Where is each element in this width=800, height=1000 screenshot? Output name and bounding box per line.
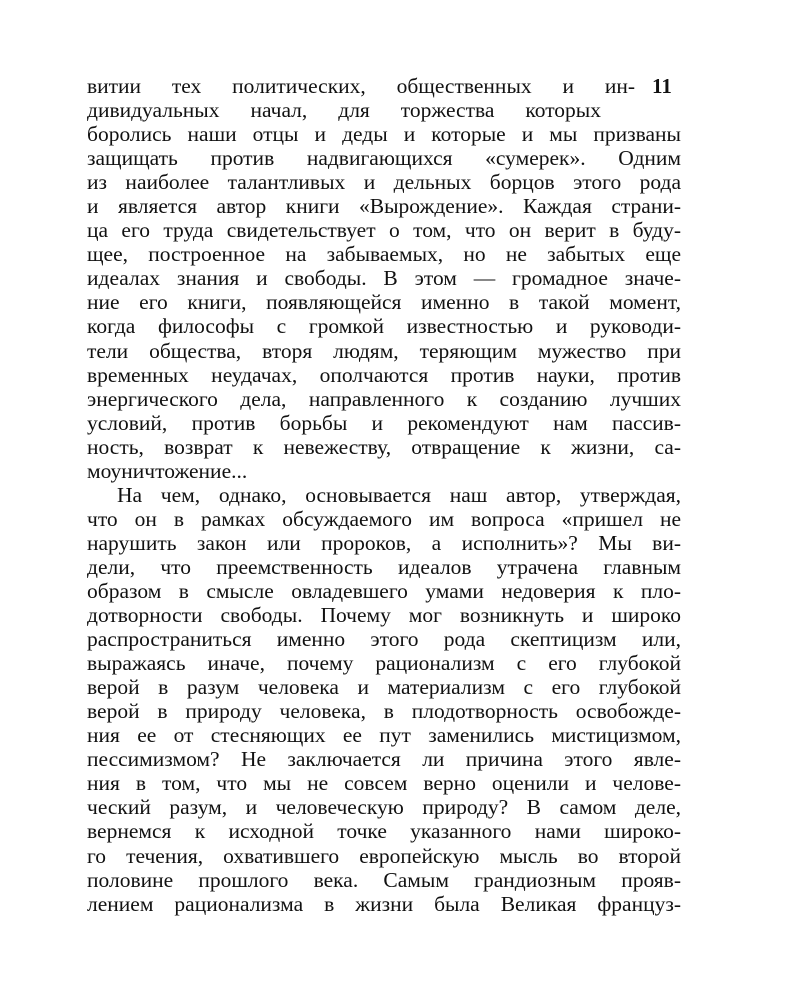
text-line: энергического дела, направленного к созданию лучших [87,386,681,411]
text-line: боролись наши отцы и деды и которые и мы призваны [87,122,681,147]
text-line: тели общества, вторя людям, теряющим мужество при [87,338,681,363]
text-line: защищать против надвигающихся «сумерек». Одним [87,146,681,171]
text-line: дели, что преемственность идеалов утрачена главным [87,554,681,579]
text-line: верой в разум человека и материализм с его глубокой [87,675,681,700]
text-line: из наиболее талантливых и дельных борцов этого рода [87,170,681,195]
text-line: условий, против борьбы и рекомендуют нам пассив- [87,410,681,435]
page-text [87,74,681,916]
paragraph [87,74,681,483]
text-line: ние его книги, появляющейся именно в такой момент, [87,290,681,315]
text-line: витии тех политических, общественных и ин- [87,74,635,98]
text-line: когда философы с громкой известностью и руководи- [87,314,681,339]
text-line: дотворности свободы. Почему мог возникнуть и широко [87,603,681,628]
text-line: и является автор книги «Вырождение». Каждая страни- [87,194,681,219]
paragraph [87,483,681,916]
text-line: распространиться именно этого рода скептицизм или, [87,627,681,652]
text-line: образом в смысле овладевшего умами недоверия к пло- [87,578,681,603]
text-line: что он в рамках обсуждаемого им вопроса «пришел не [87,506,681,531]
text-line: идеалах знания и свободы. В этом — громадное значе- [87,266,681,291]
text-line: моуничтожение... [87,458,248,483]
page-number: 11 [652,74,672,98]
text-line: ность, возврат к невежеству, отвращение к жизни, са- [87,434,681,459]
text-line: половине прошлого века. Самым грандиозным прояв- [87,867,681,892]
text-line: верой в природу человека, в плодотворность освобожде- [87,699,681,724]
text-line: ца его труда свидетельствует о том, что он верит в буду- [87,218,681,243]
text-line: На чем, однако, основывается наш автор, утверждая, [117,482,681,507]
text-line: ния в том, что мы не совсем верно оценили и челове- [87,771,681,796]
text-line: дивидуальных начал, для торжества которых [87,98,601,123]
text-line: лением рационализма в жизни была Великая француз- [87,891,681,916]
text-line: ческий разум, и человеческую природу? В самом деле, [87,795,681,820]
text-line: пессимизмом? Не заключается ли причина этого явле- [87,747,681,772]
text-line: временных неудачах, ополчаются против науки, против [87,362,681,387]
text-line: вернемся к исходной точке указанного нами широко- [87,819,681,844]
text-line: щее, построенное на забываемых, но не забытых еще [87,242,681,267]
text-line: выражаясь иначе, почему рационализм с его глубокой [87,651,681,676]
text-line: ния ее от стесняющих ее пут заменились мистицизмом, [87,723,681,748]
text-line: нарушить закон или пророков, а исполнить»? Мы ви- [87,530,681,555]
text-line: го течения, охватившего европейскую мысль во второй [87,843,681,868]
